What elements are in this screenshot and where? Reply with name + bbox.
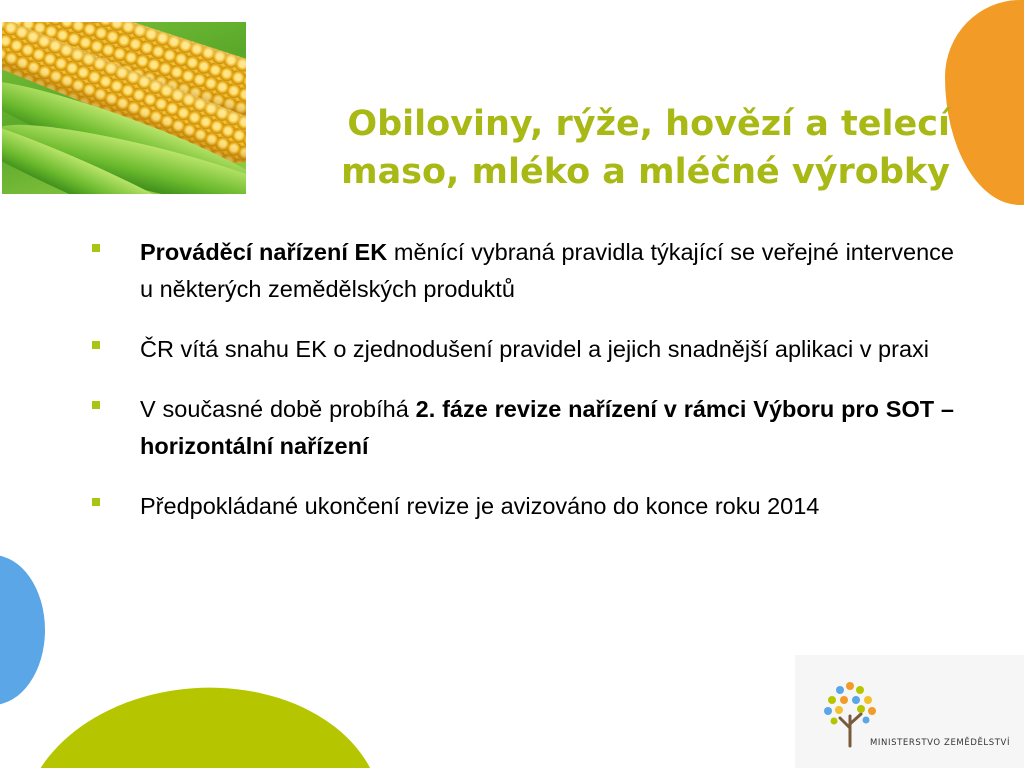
bullet-list xyxy=(92,234,954,548)
bullet-text: ČR vítá snahu EK o zjednodušení pravidel a jejich snadnější aplikaci v praxi xyxy=(140,336,929,362)
bullet-text: V současné době probíhá xyxy=(140,396,416,422)
bullet-text-bold: 2. fáze revize nařízení v rámci Výboru pro SOT – horizontální nařízení xyxy=(140,396,954,459)
slide-title xyxy=(250,100,950,196)
bullet-text-bold: Prováděcí nařízení EK xyxy=(140,239,388,265)
ministry-logo-text: MINISTERSTVO ZEMĚDĚLSTVÍ xyxy=(870,738,1011,748)
blue-decoration xyxy=(0,555,45,705)
bullet-item xyxy=(92,488,954,525)
green-decoration xyxy=(13,676,386,768)
bullet-item xyxy=(92,391,954,465)
square-bullet-icon xyxy=(92,401,100,409)
slide-title-line1: Obiloviny, rýže, hovězí a telecí xyxy=(347,104,950,144)
square-bullet-icon xyxy=(92,244,100,252)
orange-decoration xyxy=(945,0,1024,205)
square-bullet-icon xyxy=(92,341,100,349)
corn-image xyxy=(2,22,246,194)
bullet-item xyxy=(92,331,954,368)
bullet-text: Předpokládané ukončení revize je avizováno do konce roku 2014 xyxy=(140,493,820,519)
bullet-item xyxy=(92,234,954,308)
slide-title-line2: maso, mléko a mléčné výrobky xyxy=(341,152,950,192)
square-bullet-icon xyxy=(92,498,100,506)
bullet-text: měnící vybraná pravidla týkající se veřejné intervence u některých zemědělských produktů xyxy=(140,239,955,302)
